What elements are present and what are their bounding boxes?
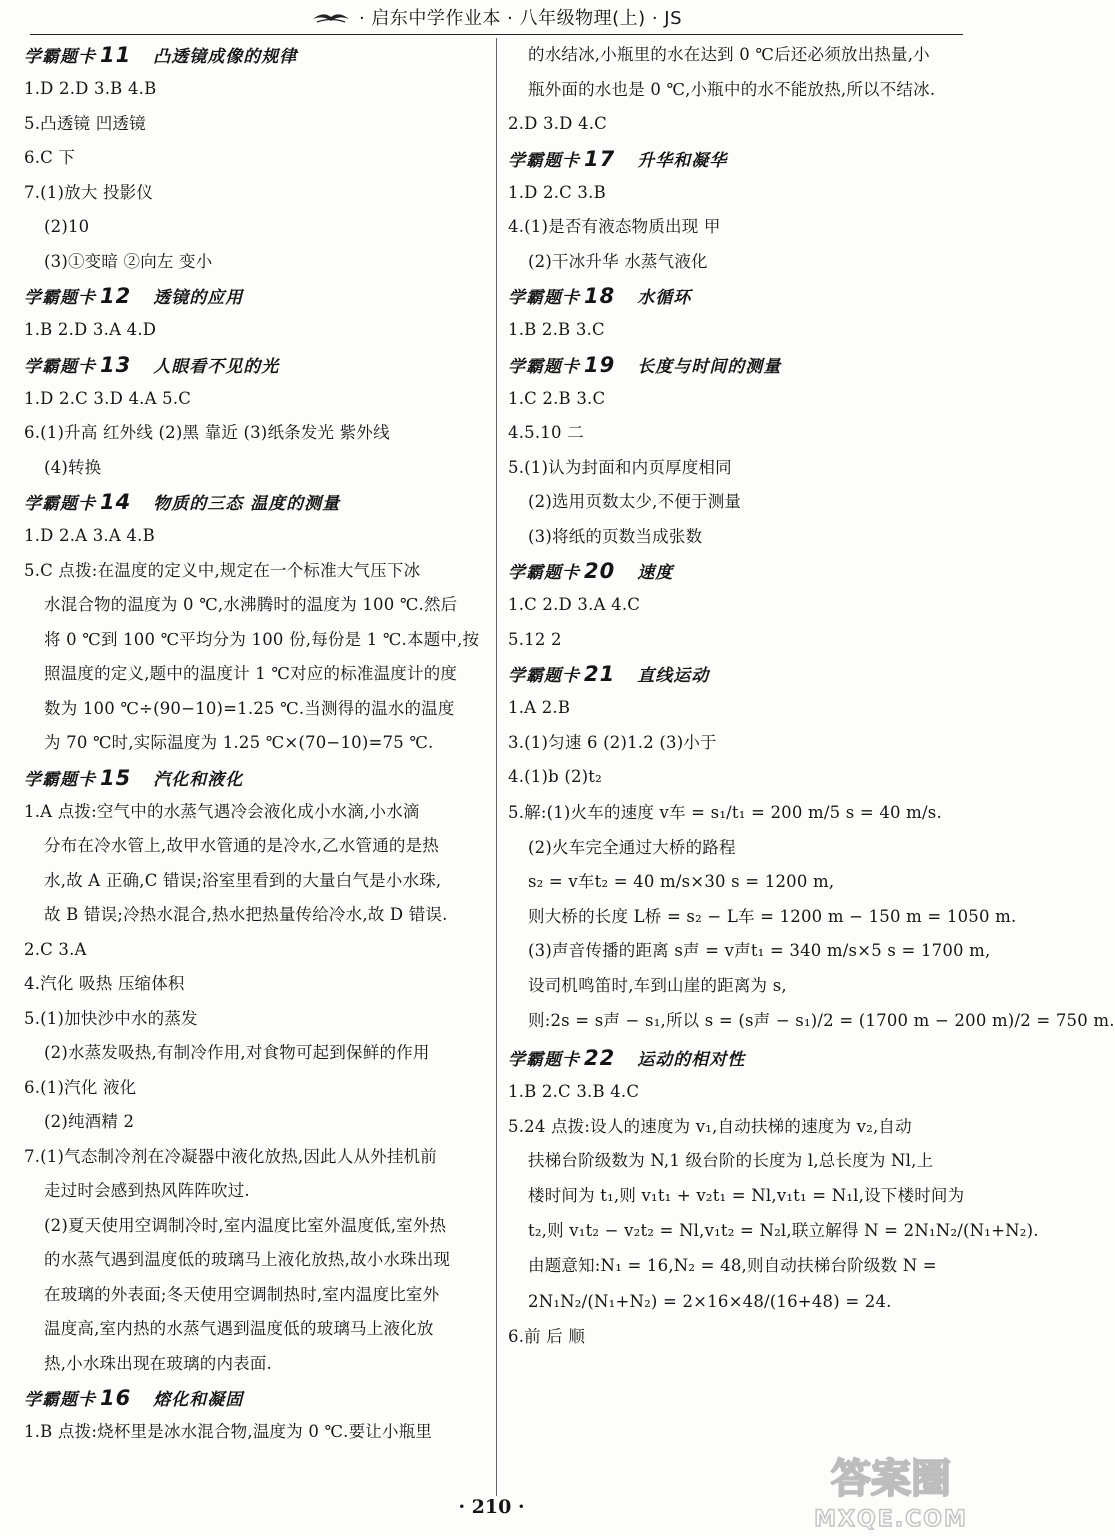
card-title-16: 学霸题卡 16 熔化和凝固 — [24, 1386, 244, 1410]
answer-line: 6.(1)升高 红外线 (2)黑 靠近 (3)纸条发光 紫外线 — [24, 423, 390, 442]
answer-line: 4.(1)是否有液态物质出现 甲 — [508, 217, 721, 236]
answer-line: 的水蒸气遇到温度低的玻璃马上液化放热,故小水珠出现 — [44, 1250, 451, 1269]
answer-line: (2)夏天使用空调制冷时,室内温度比室外温度低,室外热 — [44, 1215, 447, 1235]
answer-line: (2)10 — [44, 217, 90, 236]
answer-line: 1.B 点拨:烧杯里是冰水混合物,温度为 0 ℃.要让小瓶里 — [24, 1422, 433, 1441]
page-header — [30, 0, 963, 35]
answer-line: 楼时间为 t₁,则 v₁t₁ + v₂t₁ = Nl,v₁t₁ = N₁l,设下楼时间为 — [528, 1185, 965, 1205]
card-title-12: 学霸题卡 12 透镜的应用 — [24, 284, 244, 308]
answer-line: 2N₁N₂/(N₁+N₂) = 2×16×48/(16+48) = 24. — [528, 1291, 892, 1311]
answer-line: 1.D 2.C 3.B — [508, 182, 606, 202]
card-title-13: 学霸题卡 13 人眼看不见的光 — [24, 352, 280, 377]
answer-line: 水,故 A 正确,C 错误;浴室里看到的大量白气是小水珠, — [44, 870, 442, 890]
answer-line: 4.汽化 吸热 压缩体积 — [24, 974, 185, 993]
answer-line: 1.D 2.D 3.B 4.B — [24, 79, 157, 98]
answer-line: 5.凸透镜 凹透镜 — [24, 113, 146, 133]
answer-line: 扶梯台阶级数为 N,1 级台阶的长度为 l,总长度为 Nl,上 — [528, 1151, 934, 1170]
answer-line: s₂ = v车t₂ = 40 m/s×30 s = 1200 m, — [528, 872, 835, 891]
card-title-20: 学霸题卡 20 速度 — [508, 559, 674, 583]
watermark-text: 答案圈 — [831, 1456, 951, 1502]
answer-line: 设司机鸣笛时,车到山崖的距离为 s, — [528, 975, 787, 995]
answer-line: 在玻璃的外表面;冬天使用空调制热时,室内温度比室外 — [44, 1284, 440, 1304]
answer-line: 1.A 2.B — [508, 698, 571, 717]
answer-line: 1.D 2.C 3.D 4.A 5.C — [24, 388, 192, 408]
answer-line: 走过时会感到热风阵阵吹过. — [44, 1181, 250, 1200]
answer-line: (3)①变暗 ②向左 变小 — [44, 251, 213, 271]
answer-line: 7.(1)放大 投影仪 — [24, 182, 154, 202]
answer-line: 6.前 后 顺 — [508, 1326, 586, 1346]
answer-line: 1.C 2.B 3.C — [508, 388, 606, 408]
answer-line: 5.解:(1)火车的速度 v车 = s₁/t₁ = 200 m/5 s = 40 m/s. — [508, 802, 942, 822]
answer-line: 分布在冷水管上,故甲水管通的是冷水,乙水管通的是热 — [44, 836, 439, 855]
answer-line: 5.(1)认为封面和内页厚度相同 — [508, 457, 732, 477]
answer-line: 6.(1)汽化 液化 — [24, 1077, 137, 1097]
answer-line: 为 70 ℃时,实际温度为 1.25 ℃×(70−10)=75 ℃. — [44, 733, 434, 752]
answer-line: (4)转换 — [44, 457, 102, 477]
answer-line: 1.B 2.B 3.C — [508, 320, 605, 339]
answer-line: 数为 100 ℃÷(90−10)=1.25 ℃.当测得的温水的温度 — [44, 698, 455, 718]
answer-line: 3.(1)匀速 6 (2)1.2 (3)小于 — [508, 732, 717, 752]
answer-line: 由题意知:N₁ = 16,N₂ = 48,则自动扶梯台阶级数 N = — [528, 1256, 937, 1275]
answer-line: (2)纯酒精 2 — [44, 1112, 135, 1131]
answer-line: 1.C 2.D 3.A 4.C — [508, 595, 641, 614]
answer-line: 1.B 2.C 3.B 4.C — [508, 1082, 640, 1101]
right-column — [508, 38, 1115, 1354]
card-title-11: 学霸题卡 11 凸透镜成像的规律 — [24, 43, 298, 67]
answer-line: 的水结冰,小瓶里的水在达到 0 ℃后还必须放出热量,小 — [528, 45, 930, 64]
answer-line: 5.12 2 — [508, 629, 562, 649]
card-title-15: 学霸题卡 15 汽化和液化 — [24, 765, 244, 790]
watermark-logo-icon — [811, 1442, 971, 1534]
answer-line: (2)选用页数太少,不便于测量 — [528, 492, 742, 511]
answer-line: 2.C 3.A — [24, 939, 87, 959]
answer-line: 5.C 点拨:在温度的定义中,规定在一个标准大气压下冰 — [24, 560, 421, 580]
answer-line: t₂,则 v₁t₂ − v₂t₂ = Nl,v₁t₂ = N₂l,联立解得 N = 2N₁N₂/(N₁+N₂). — [528, 1221, 1039, 1240]
answer-line: (2)干冰升华 水蒸气液化 — [528, 251, 708, 271]
column-divider — [496, 38, 497, 1496]
card-title-14: 学霸题卡 14 物质的三态 温度的测量 — [24, 490, 341, 514]
answer-line: 则大桥的长度 L桥 = s₂ − L车 = 1200 m − 150 m = 1050 m. — [528, 906, 1017, 926]
answer-line: 1.A 点拨:空气中的水蒸气遇冷会液化成小水滴,小水滴 — [24, 801, 420, 821]
answer-line: 7.(1)气态制冷剂在冷凝器中液化放热,因此人从外挂机前 — [24, 1146, 437, 1166]
answer-line: (3)声音传播的距离 s声 = v声t₁ = 340 m/s×5 s = 1700 m, — [528, 941, 991, 960]
card-title-19: 学霸题卡 19 长度与时间的测量 — [508, 352, 782, 377]
answer-line: 故 B 错误;冷热水混合,热水把热量传给冷水,故 D 错误. — [44, 905, 448, 924]
watermark-url: MXQE.COM — [814, 1507, 968, 1532]
card-title-17: 学霸题卡 17 升华和凝华 — [508, 146, 728, 171]
answer-line: 将 0 ℃到 100 ℃平均分为 100 份,每份是 1 ℃.本题中,按 — [44, 629, 480, 649]
answer-line: 1.D 2.A 3.A 4.B — [24, 526, 155, 545]
answer-line: 照温度的定义,题中的温度计 1 ℃对应的标准温度计的度 — [44, 664, 458, 683]
answer-line: 6.C 下 — [24, 148, 76, 167]
answer-line: 5.24 点拨:设人的速度为 v₁,自动扶梯的速度为 v₂,自动 — [508, 1116, 912, 1136]
answer-line: (2)水蒸发吸热,有制冷作用,对食物可起到保鲜的作用 — [44, 1043, 430, 1062]
answer-line: 瓶外面的水也是 0 ℃,小瓶中的水不能放热,所以不结冰. — [528, 79, 936, 99]
answer-line: (2)火车完全通过大桥的路程 — [528, 837, 736, 857]
answer-line: 则:2s = s声 − s₁,所以 s = (s声 − s₁)/2 = (1700 m − 200 m)/2 = 750 m. — [528, 1011, 1115, 1030]
header-title: · 启东中学作业本 · 八年级物理(上) · JS — [358, 8, 683, 29]
book-logo-icon — [311, 9, 351, 25]
card-title-22: 学霸题卡 22 运动的相对性 — [508, 1046, 746, 1070]
page-number: · 210 · — [458, 1496, 525, 1518]
answer-line: 4.(1)b (2)t₂ — [508, 767, 602, 786]
answer-line: 2.D 3.D 4.C — [508, 114, 608, 133]
answer-line: 热,小水珠出现在玻璃的内表面. — [44, 1353, 272, 1373]
left-column — [24, 38, 486, 1450]
answer-line: (3)将纸的页数当成张数 — [528, 526, 703, 546]
answer-line: 水混合物的温度为 0 ℃,水沸腾时的温度为 100 ℃.然后 — [44, 595, 458, 614]
answer-line: 4.5.10 二 — [508, 423, 584, 442]
card-title-18: 学霸题卡 18 水循环 — [508, 284, 692, 308]
answer-line: 5.(1)加快沙中水的蒸发 — [24, 1008, 198, 1028]
answer-line: 温度高,室内热的水蒸气遇到温度低的玻璃马上液化放 — [44, 1319, 434, 1338]
card-title-21: 学霸题卡 21 直线运动 — [508, 662, 710, 686]
answer-line: 1.B 2.D 3.A 4.D — [24, 320, 157, 339]
